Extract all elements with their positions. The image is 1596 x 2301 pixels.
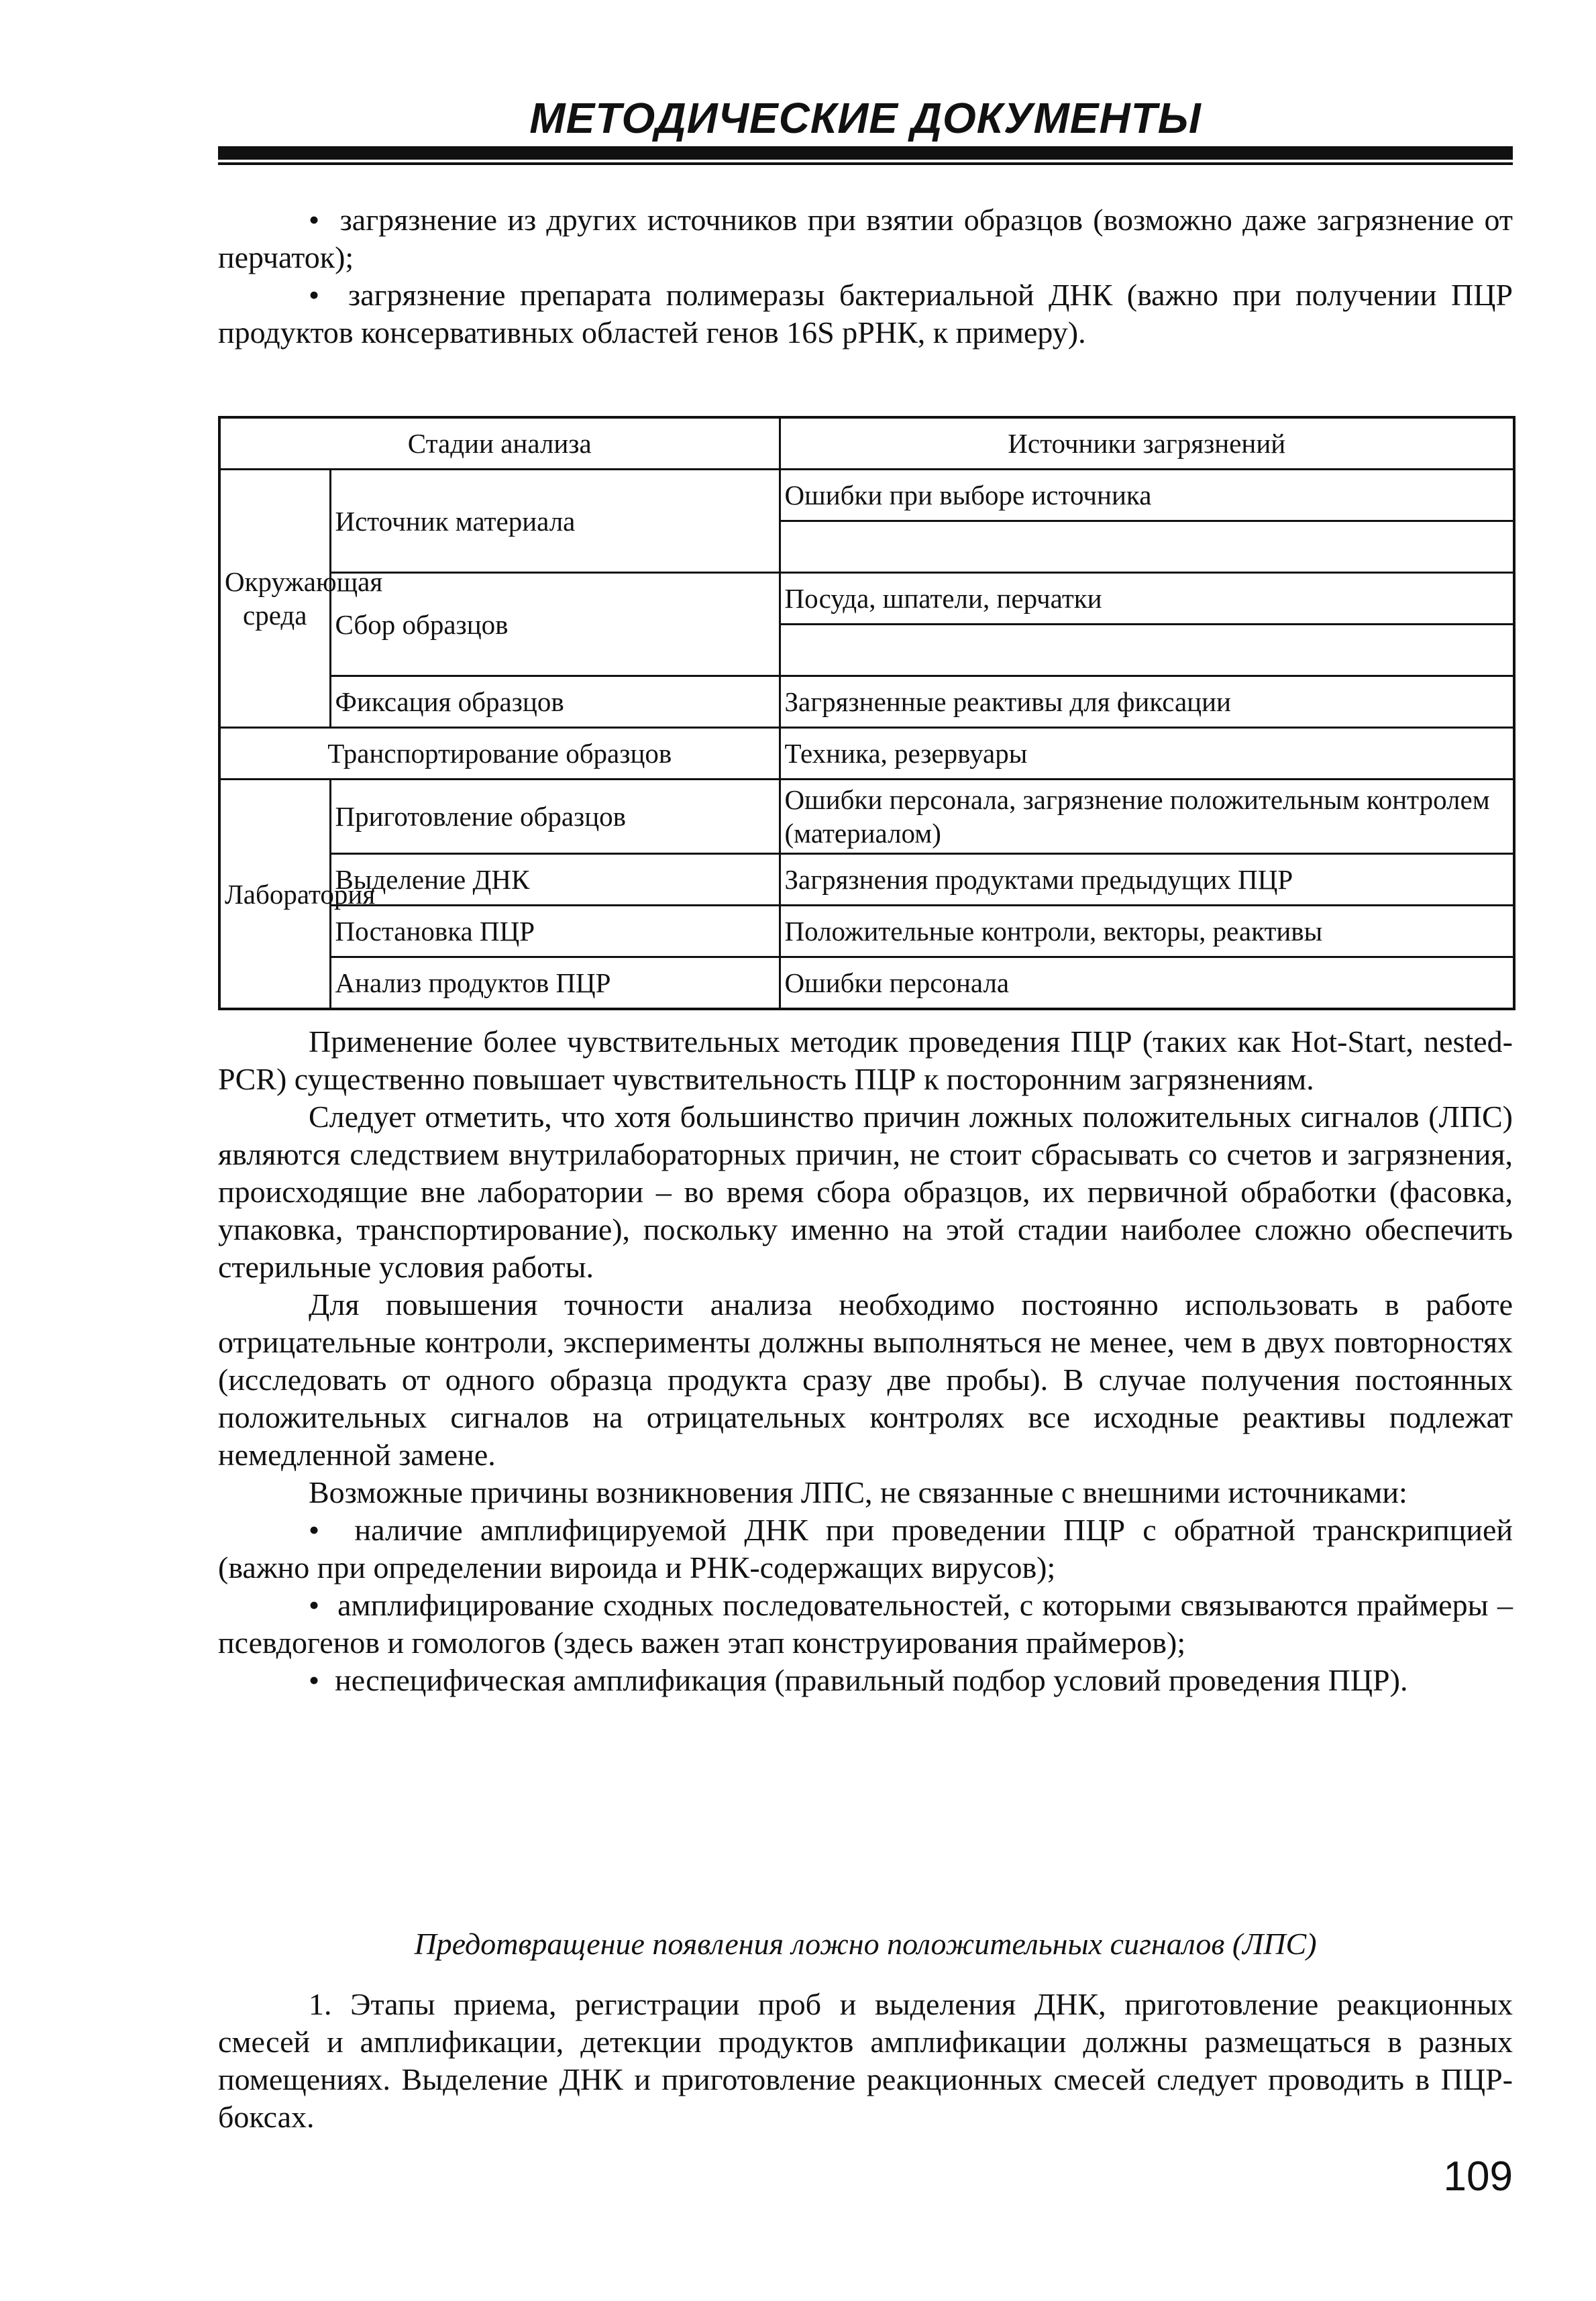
- body-bullet: • наличие амплифицируемой ДНК при проведении ПЦР с обратной транскрипцией (важно при определении вироида и РНК-содержащих вирусов);: [218, 1511, 1513, 1587]
- final-text: [218, 1986, 1513, 2136]
- body-paragraph: Возможные причины возникновения ЛПС, не связанные с внешними источниками:: [309, 1475, 1407, 1509]
- table-row: [219, 573, 1514, 625]
- source-cell: Посуда, шпатели, перчатки: [780, 573, 1514, 625]
- source-cell: [780, 625, 1514, 676]
- intro-bullet: • загрязнение препарата полимеразы бактериальной ДНК (важно при получении ПЦР продуктов консервативных областей генов 16S рРНК, к примеру).: [218, 276, 1513, 352]
- source-cell: Загрязненные реактивы для фиксации: [780, 676, 1514, 728]
- intro-bullets: [218, 201, 1513, 352]
- source-cell: Ошибки персонала, загрязнение положительным контролем (материалом): [780, 780, 1514, 854]
- source-cell: [780, 521, 1514, 573]
- body-paragraph: Применение более чувствительных методик проведения ПЦР (таких как Hot-Start, nested-PCR) существенно повышает чувствительность ПЦР к посторонним загрязнениям.: [218, 1024, 1513, 1096]
- stage-cell: Транспортирование образцов: [219, 728, 780, 780]
- table-row: [219, 957, 1514, 1010]
- source-cell: Ошибки при выборе источника: [780, 470, 1514, 521]
- intro-bullet: • загрязнение из других источников при взятии образцов (возможно даже загрязнение от перчаток);: [218, 201, 1513, 276]
- table-row: [219, 470, 1514, 521]
- source-cell: Загрязнения продуктами предыдущих ПЦР: [780, 854, 1514, 906]
- table-header-row: [219, 417, 1514, 470]
- table-row: [219, 728, 1514, 780]
- table-row: [219, 854, 1514, 906]
- header-sources: Источники загрязнений: [780, 417, 1514, 470]
- stage-cell: Сбор образцов: [330, 573, 780, 676]
- source-cell: Техника, резервуары: [780, 728, 1514, 780]
- header-stages: Стадии анализа: [219, 417, 780, 470]
- source-cell: Положительные контроли, векторы, реактивы: [780, 906, 1514, 957]
- group-laboratory: Лаборатория: [219, 780, 330, 1010]
- source-cell: Ошибки персонала: [780, 957, 1514, 1010]
- stage-cell: Источник материала: [330, 470, 780, 573]
- page-number: 109: [1443, 2153, 1513, 2200]
- contamination-sources-table: [218, 416, 1515, 1010]
- body-bullet: • амплифицирование сходных последовательностей, с которыми связываются праймеры – псевдогенов и гомологов (здесь важен этап конструирования праймеров);: [218, 1587, 1513, 1662]
- body-paragraph: Для повышения точности анализа необходимо постоянно использовать в работе отрицательные контроли, эксперименты должны выполняться не менее, чем в двух повторностях (исследовать от одного образца продукта сразу две пробы). В случае получения постоянных положительных сигналов на отрицательных контролях все исходные реактивы подлежат немедленной замене.: [218, 1287, 1513, 1472]
- stage-cell: Выделение ДНК: [330, 854, 780, 906]
- header-rule-thick: [218, 146, 1513, 160]
- stage-cell: Фиксация образцов: [330, 676, 780, 728]
- header-rule-thin: [218, 162, 1513, 165]
- stage-cell: Постановка ПЦР: [330, 906, 780, 957]
- section-subheading: Предотвращение появления ложно положительных сигналов (ЛПС): [414, 1927, 1317, 1961]
- body-paragraph: Следует отметить, что хотя большинство причин ложных положительных сигналов (ЛПС) являются следствием внутрилабораторных причин, не стоит сбрасывать со счетов и загрязнения, происходящие вне лаборатории – во время сбора образцов, их первичной обработки (фасовка, упаковка, транспортирование), поскольку именно на этой стадии наиболее сложно обеспечить стерильные условия работы.: [218, 1100, 1513, 1284]
- stage-cell: Приготовление образцов: [330, 780, 780, 854]
- body-text: [218, 1023, 1513, 1699]
- table-row: [219, 780, 1514, 854]
- table-row: [219, 906, 1514, 957]
- final-paragraph: 1. Этапы приема, регистрации проб и выделения ДНК, приготовление реакционных смесей и амплификации, детекции продуктов амплификации должны размещаться в разных помещениях. Выделение ДНК и приготовление реакционных смесей следует проводить в ПЦР-боксах.: [218, 1987, 1513, 2134]
- group-environment: Окружающая среда: [219, 470, 330, 728]
- stage-cell: Анализ продуктов ПЦР: [330, 957, 780, 1010]
- running-header: МЕТОДИЧЕСКИЕ ДОКУМЕНТЫ: [529, 94, 1202, 142]
- body-bullet: • неспецифическая амплификация (правильный подбор условий проведения ПЦР).: [218, 1662, 1513, 1699]
- table-row: [219, 676, 1514, 728]
